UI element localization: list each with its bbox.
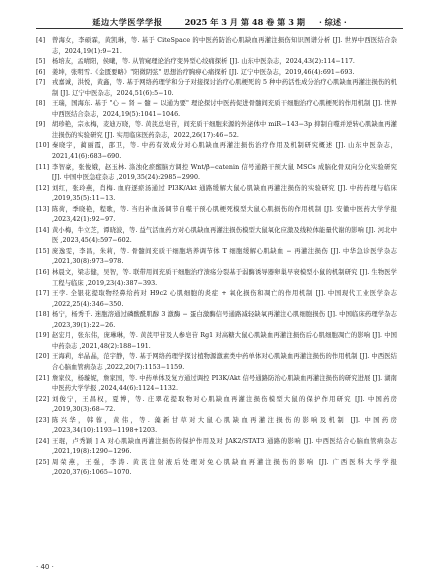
reference-number: [4] bbox=[36, 37, 46, 44]
reference-number: [9] bbox=[36, 121, 46, 129]
reference-number: [14] bbox=[36, 226, 50, 234]
reference-text: 戎嘉诚，洪悦，黄鑫，等. 基于网络药理学和分子对接探讨治疗心肌梗死的 5 种中药活性成分治疗心肌缺血再灌注损伤的机制 [J]. 辽宁中医杂志，2024,51(6):5−10. bbox=[52, 79, 397, 97]
reference-item bbox=[36, 120, 397, 141]
reference-item bbox=[36, 36, 397, 57]
section-label: · 综述 · bbox=[318, 17, 347, 27]
reference-text: 周荣燕，王强，李涛. 黄芪注射液后处理对免心肌缺血再灌注损伤的影响 [J]. 广西医科大学学报 ,2020,37(6):1065−1070. bbox=[52, 458, 397, 477]
reference-text: 詹家仪，杨璇妮，詹家国，等. 中药单体及复方通过调控 PI3K/Akt 信号通路防治心肌缺血再灌注损伤的研究进展 [J]. 湖南中医药大学学报 ,2024,44(6):1124−1132. bbox=[52, 374, 397, 393]
reference-text: 赵宏月，张东伟，庞琳琳，等. 黄芪甲苷及人参皂苷 Rg1 对高糖大鼠心肌缺血再灌注损伤后心肌细胞凋亡的影响 [J]. 中国中药杂志 ,2021,48(2):188−191. bbox=[52, 332, 397, 350]
reference-number: [5] bbox=[36, 58, 46, 66]
reference-item bbox=[36, 416, 397, 437]
reference-text: 林晨文，梁志健，吴智，等. 联带用间充质干细胞治疗溃疡分裂基于弱酶诱导器卵巢早衰模型小鼠的机制研究 [J]. 生物医学工程与临床 ,2019,23(4):387−393. bbox=[52, 269, 397, 287]
running-header bbox=[36, 8, 403, 28]
reference-list bbox=[36, 36, 397, 479]
reference-number: [17] bbox=[36, 290, 50, 298]
reference-text: 庞逸雯，李昌，朱莉，等. 骨髓间充质干细胞培养调节体 T 细胞缓解心肌缺血 − 再灌注损伤 [J]. 中华急诊医学杂志 ,2021,30(8):973−978. bbox=[52, 247, 397, 266]
reference-text: 刘俊宁，王昌权，夏博，等. 庄翠花提取物对心肌缺血再灌注损伤模型大鼠的保护作用研究 [J]. 中国药房 ,2019,30(3):68−72. bbox=[52, 395, 397, 414]
issue-info: 2025 年 3 月 第 48 卷 第 3 期 bbox=[184, 17, 305, 27]
reference-item bbox=[36, 163, 397, 184]
reference-text: 王琨，卢秀颖 ] A 对心肌缺血再灌注损伤的保护作用及对 JAK2/STAT3 通路的影响 [J]. 中西医结合心脑血管病杂志 ,2021,19(8):1290−1296. bbox=[52, 437, 397, 456]
reference-item bbox=[36, 310, 397, 331]
reference-item bbox=[36, 78, 397, 99]
reference-item bbox=[36, 268, 397, 289]
reference-number: [7] bbox=[36, 79, 46, 87]
reference-text: 王瑞，国海东. 基于 "心 − 肾 − 髓 − 以通为要" 理论探讨中医药促进骨髓间充质干细胞治疗心肌梗死的作用机制 [J]. 世界中西医结合杂志，2024,19(5):1041−1046. bbox=[52, 100, 397, 118]
reference-number: [16] bbox=[36, 269, 50, 277]
reference-number: [22] bbox=[36, 395, 50, 403]
reference-item bbox=[36, 205, 397, 226]
page-number: · 40 · bbox=[36, 563, 54, 571]
journal-name: 延边大学医学学报 bbox=[92, 17, 163, 27]
reference-number: [11] bbox=[36, 163, 50, 171]
reference-item bbox=[36, 437, 397, 458]
reference-number: [6] bbox=[36, 68, 46, 76]
reference-number: [18] bbox=[36, 311, 50, 319]
reference-text: 胡珍艳，宗永梅，麦迪万晓，等. 黄芪总皂苷，间充质干细胞来源的外泌体中 miR−143−3p 抑制自噬并逆转心肌缺血再灌注损伤的实验研究 [J]. 实用临床医药杂志，2022,26(17):46−52. bbox=[52, 121, 397, 139]
reference-item bbox=[36, 247, 397, 268]
reference-number: [12] bbox=[36, 184, 50, 192]
reference-text: 陈兴华，韩蓉，黄伟，等. 藻新甘草对大鼠心肌缺血再灌注损伤的影响及机制 [J]. 中国药房 ,2023,34(10):1193−1198+1203. bbox=[52, 416, 397, 435]
reference-item bbox=[36, 99, 397, 120]
reference-item bbox=[36, 57, 397, 68]
reference-text: 李智豪，张俊娥，赵玉林. 涤浊化瘀醒脑方调控 Wnt/β−catenin 信号通路干预大鼠 MSCs 成脑化骨双向分化实验研究 [J]. 中国中医急症杂志 ,2019,35(24):2985−2990. bbox=[52, 163, 397, 182]
reference-number: [19] bbox=[36, 332, 50, 340]
reference-text: 杨培友，孟晴阳，侯曦，等. 从管窥理论治疗变异型心绞痛探析 [J]. 山东中医杂志，2024,43(2):114−117. bbox=[52, 58, 355, 66]
reference-item bbox=[36, 331, 397, 352]
reference-number: [13] bbox=[36, 205, 50, 213]
reference-text: 陈荷，季晓艳，程歌，等. 当归补血汤调节自噬干预心肌梗死模型大鼠心肌损伤的作用机制 [J]. 安徽中医药大学学报 ,2023,42(1):92−97. bbox=[52, 205, 397, 224]
reference-text: 黄小梅，牛立芝，谭晓波，等. 益气活血药方对心肌缺血再灌注损伤模型大鼠氧化应激及线粒体能量代谢的影响 [J]. 河北中医 ,2023,45(4):597−602. bbox=[52, 226, 397, 245]
reference-number: [23] bbox=[36, 416, 50, 424]
reference-number: [15] bbox=[36, 247, 50, 255]
reference-number: [24] bbox=[36, 437, 50, 445]
reference-text: 曾海女，李硕霖，黄凯琳，等. 基于 CiteSpace 的中医药防治心肌缺血再灌注损伤知识图谱分析 [J]. 世界中西医结合杂志，2024,19(1):9−21. bbox=[52, 37, 397, 55]
reference-item bbox=[36, 289, 397, 310]
reference-item bbox=[36, 395, 397, 416]
reference-text: 王孛. 全银花提取物经鼻给药对 H9c2 心肌细胞的炎症 + 氧化损伤和凋亡的作用机制 [J]. 中国现代工业医学杂志 ,2022,25(4):346−350. bbox=[52, 290, 397, 308]
reference-item bbox=[36, 184, 397, 205]
reference-item bbox=[36, 141, 397, 162]
reference-number: [20] bbox=[36, 353, 50, 361]
reference-number: [8] bbox=[36, 100, 46, 108]
reference-item bbox=[36, 226, 397, 247]
reference-item bbox=[36, 68, 397, 79]
reference-item bbox=[36, 352, 397, 373]
reference-number: [10] bbox=[36, 142, 50, 150]
header-rule bbox=[36, 28, 403, 29]
reference-text: 姜坤，张明雪.《金匮要略》"阳微阴弦" 思想治疗胸痹心痛探析 [J]. 辽宁中医杂志，2019,46(4):691−693. bbox=[52, 68, 355, 76]
reference-item bbox=[36, 374, 397, 395]
reference-text: 王海莉，牟晶晶，范宇静，等. 基于网络药理学探讨植物源激素类中药单体对心肌缺血再灌注损伤的作用机制 [J]. 中西医结合心脑血管病杂志 ,2022,20(7):1153−1159. bbox=[52, 353, 397, 371]
reference-number: [25] bbox=[36, 458, 50, 466]
reference-text: 刘红，张玲燕，肖梅. 血府逐瘀汤通过 PI3K/Akt 通路缓解大鼠心肌缺血再灌注损伤的实验研究 [J]. 中药药理与临床 ,2019,35(5):11−13. bbox=[52, 184, 397, 203]
reference-item bbox=[36, 458, 397, 479]
reference-number: [21] bbox=[36, 374, 50, 382]
reference-text: 秦晓宇，蔺丽霞，邵卫，等. 中药有效成分对心肌缺血再灌注损伤治疗作用及机制研究概述 [J]. 山东中医杂志，2021,41(6):683−690. bbox=[52, 142, 397, 161]
reference-text: 杨宁，杨秀千. 迷胞溶通过磷酸酰肌醇 3 激酶 − 蛋白激酶信号通路减轻缺氧再灌注心肌细胞损伤 [J]. 中国临床药理学杂志 ,2023,39(1):22−26. bbox=[52, 311, 397, 329]
